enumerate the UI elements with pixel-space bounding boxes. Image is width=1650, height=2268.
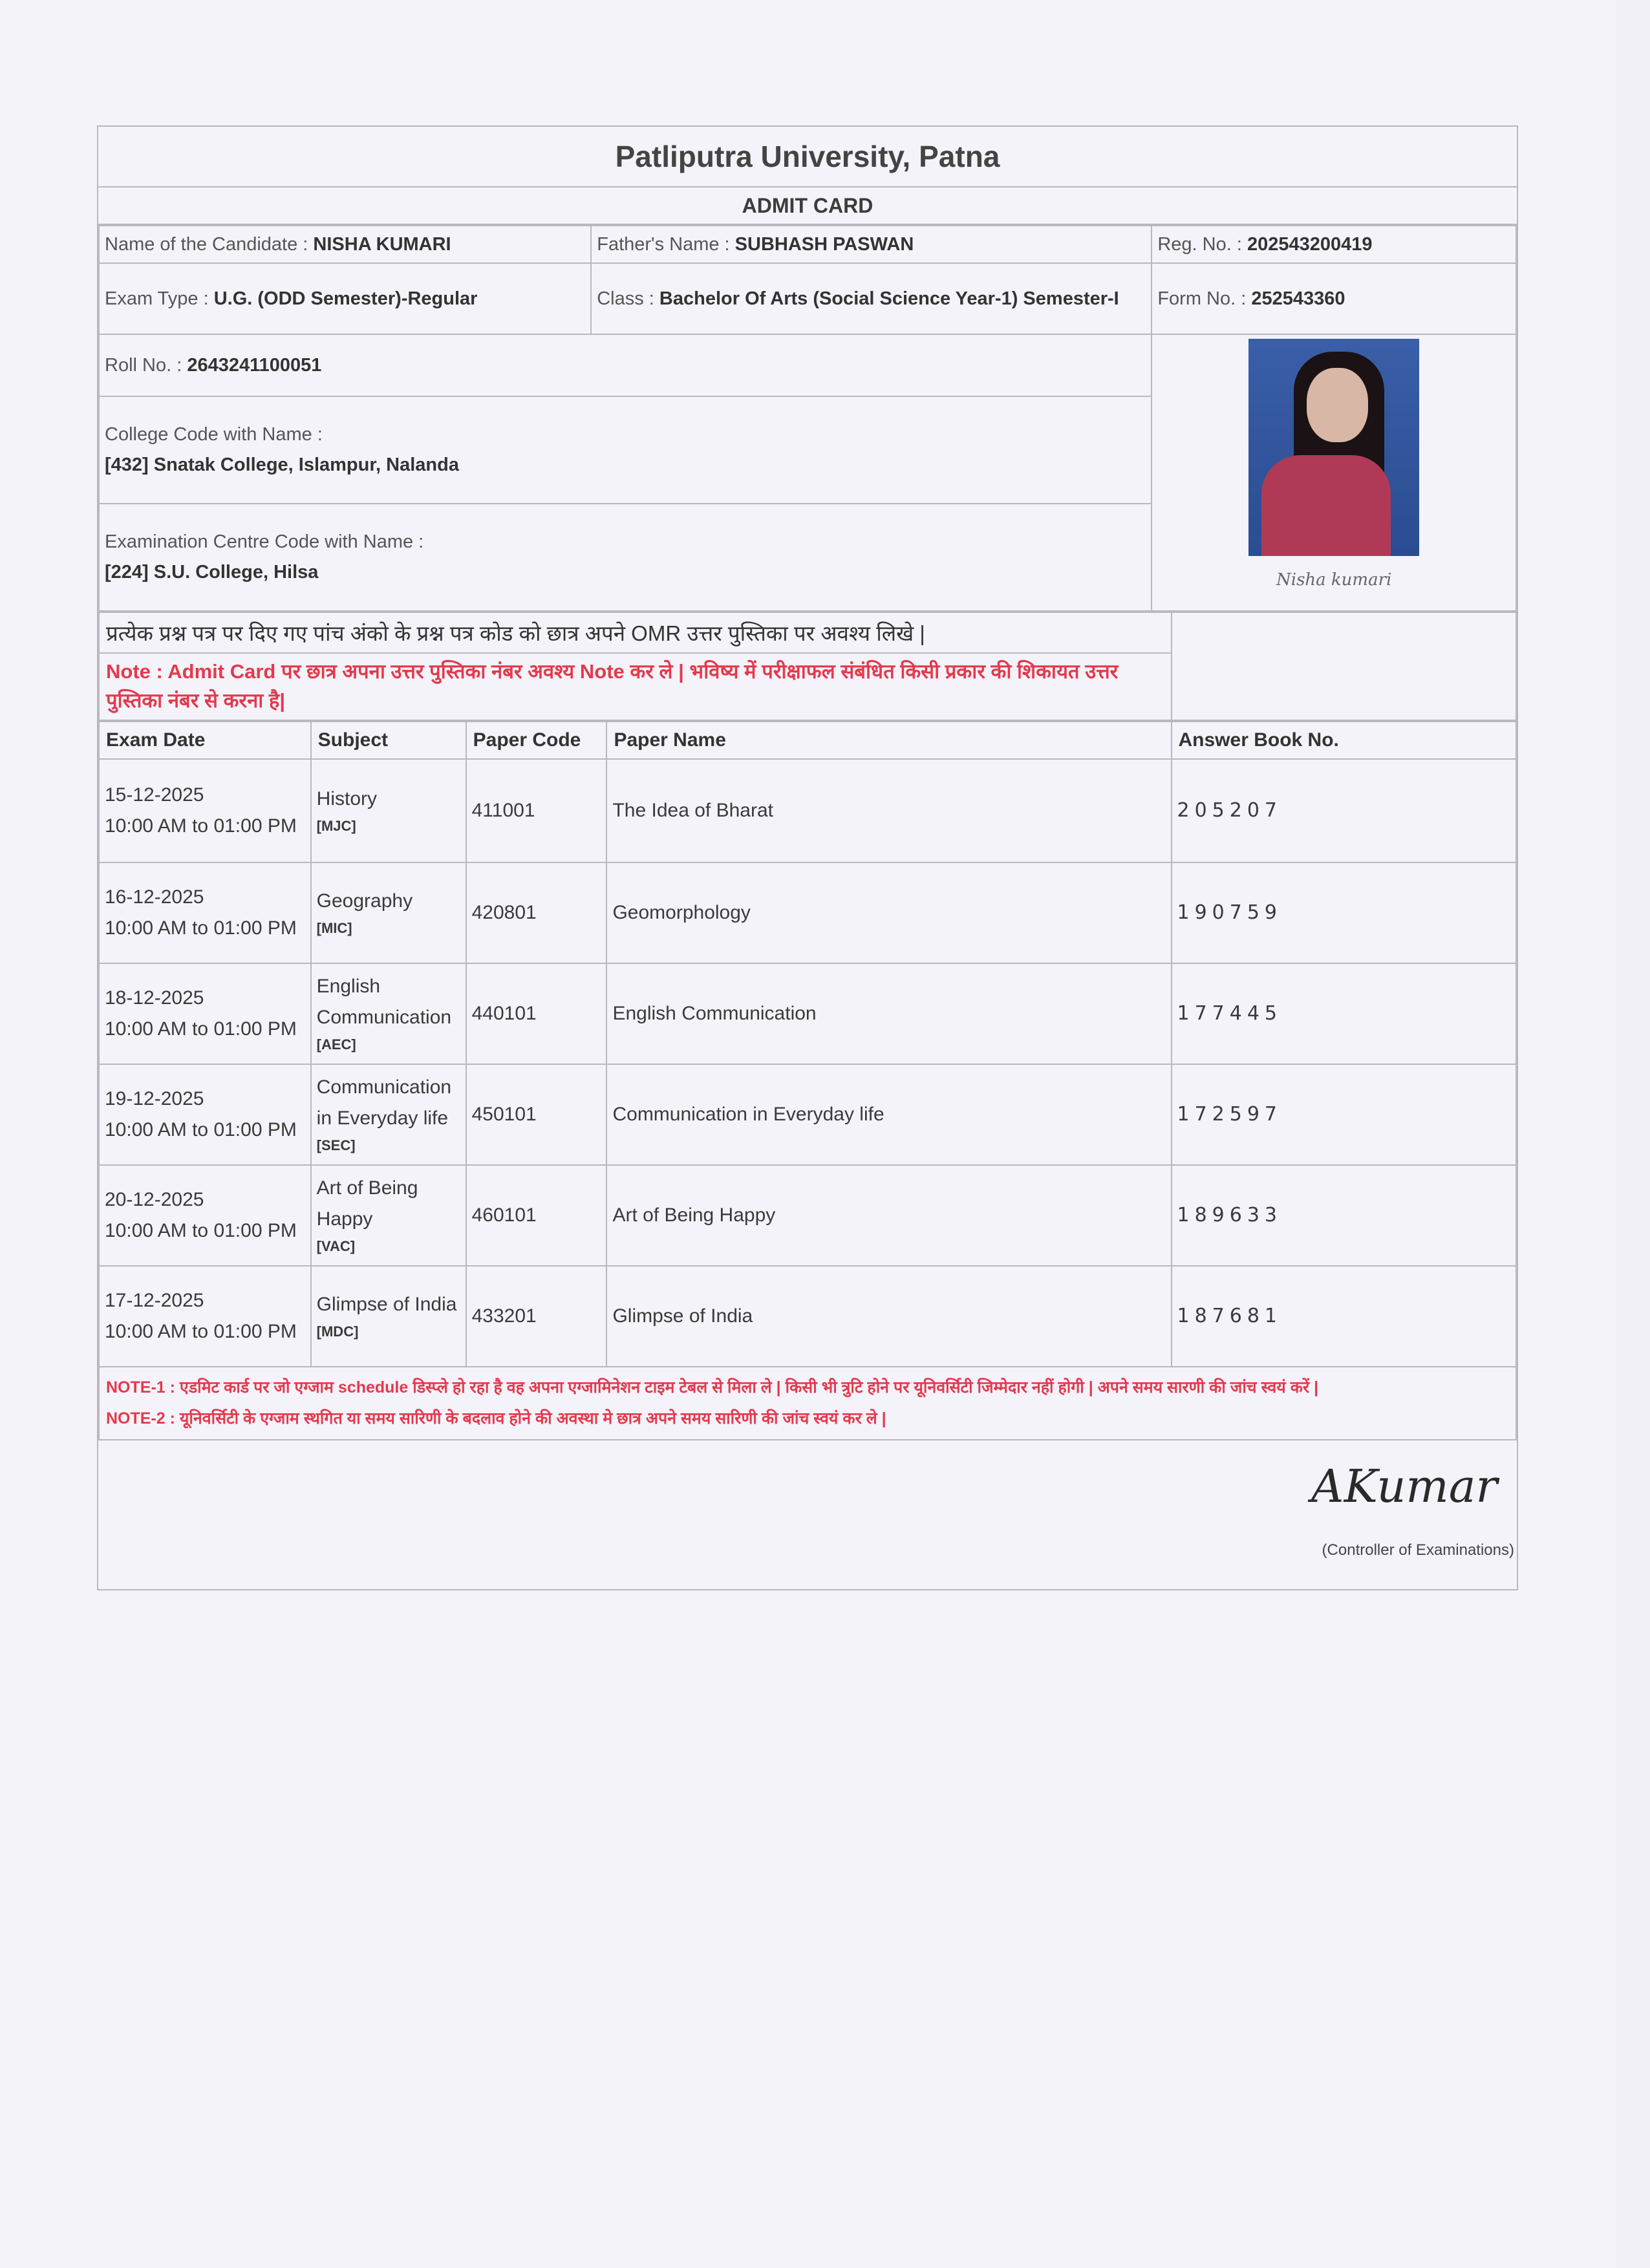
father-name-cell: Father's Name : SUBHASH PASWAN xyxy=(591,226,1152,263)
roll-no: 2643241100051 xyxy=(187,354,322,376)
paper-code: 440101 xyxy=(466,963,607,1064)
candidate-photo xyxy=(1248,339,1419,556)
paper-code: 450101 xyxy=(466,1064,607,1165)
exam-date: 16-12-2025 xyxy=(105,886,204,908)
subject: History xyxy=(316,788,377,810)
paper-name: Art of Being Happy xyxy=(606,1165,1171,1266)
exam-date: 20-12-2025 xyxy=(105,1189,204,1210)
subject: Communication in Everyday life xyxy=(316,1076,452,1129)
exam-date: 19-12-2025 xyxy=(105,1088,204,1109)
subject-code: [VAC] xyxy=(316,1238,356,1255)
subject: Art of Being Happy xyxy=(316,1177,418,1230)
centre-label: Examination Centre Code with Name : xyxy=(105,531,424,552)
note-2: NOTE-2 : यूनिवर्सिटी के एग्जाम स्थगित या समय सारिणी के बदलाव होने की अवस्था मे छात्र अपने समय सारिणी की जांच स्वयं कर ले | xyxy=(106,1409,886,1428)
reg-no: 202543200419 xyxy=(1247,233,1373,255)
paper-code: 411001 xyxy=(466,759,607,862)
subject: English Communication xyxy=(316,976,452,1029)
candidate-info-table xyxy=(98,225,1517,612)
note-1: NOTE-1 : एडमिट कार्ड पर जो एग्जाम schedule डिस्प्ले हो रहा है वह अपना एग्जामिनेशन टाइम टेबल से मिला ले | किसी भी त्रुटि होने पर यूनिवर्सिटी जिम्मेदार नहीं होगी | अपने समय सारणी की जांच स्वयं करें | xyxy=(106,1378,1319,1396)
subject: Glimpse of India xyxy=(316,1294,457,1316)
exam-notes xyxy=(98,1367,1517,1439)
paper-code: 433201 xyxy=(466,1266,607,1367)
instruction-table xyxy=(98,612,1517,721)
exam-time: 10:00 AM to 01:00 PM xyxy=(105,1220,297,1241)
candidate-signature: Nisha kumari xyxy=(1276,570,1392,590)
exam-date: 17-12-2025 xyxy=(105,1290,204,1311)
paper-code: 420801 xyxy=(466,862,607,963)
reg-no-cell: Reg. No. : 202543200419 xyxy=(1152,226,1516,263)
paper-name: Geomorphology xyxy=(606,862,1171,963)
candidate-name: NISHA KUMARI xyxy=(313,233,451,255)
header-exam-date: Exam Date xyxy=(99,722,311,759)
exam-time: 10:00 AM to 01:00 PM xyxy=(105,1321,297,1342)
exam-type: U.G. (ODD Semester)-Regular xyxy=(213,288,478,309)
header-subject: Subject xyxy=(311,722,466,759)
answer-book-no: 187681 xyxy=(1172,1266,1517,1367)
class-value: Bachelor Of Arts (Social Science Year-1) Semester-I xyxy=(659,288,1119,309)
table-row xyxy=(99,963,1516,1064)
answer-book-no: 205207 xyxy=(1172,759,1517,862)
subject-code: [AEC] xyxy=(316,1036,356,1053)
subject-code: [MDC] xyxy=(316,1323,359,1340)
omr-instruction: प्रत्येक प्रश्न पत्र पर दिए गए पांच अंको के प्रश्न पत्र कोड को छात्र अपने OMR उत्तर पुस्तिका पर अवश्य लिखे | xyxy=(99,612,1172,653)
exam-time: 10:00 AM to 01:00 PM xyxy=(105,917,297,939)
exam-schedule-table xyxy=(98,721,1517,1367)
paper-code: 460101 xyxy=(466,1165,607,1266)
college-name: [432] Snatak College, Islampur, Nalanda xyxy=(105,455,459,475)
paper-name: The Idea of Bharat xyxy=(606,759,1171,862)
table-row xyxy=(99,1266,1516,1367)
paper-name: Glimpse of India xyxy=(606,1266,1171,1367)
subject-code: [MJC] xyxy=(316,818,356,835)
class-cell: Class : Bachelor Of Arts (Social Science Year-1) Semester-I xyxy=(591,263,1152,334)
exam-time: 10:00 AM to 01:00 PM xyxy=(105,815,297,837)
form-no: 252543360 xyxy=(1251,288,1345,309)
subject-code: [MIC] xyxy=(316,920,352,937)
subject-code: [SEC] xyxy=(316,1137,356,1154)
answer-book-no: 189633 xyxy=(1172,1165,1517,1266)
exam-date: 18-12-2025 xyxy=(105,987,204,1009)
exam-date: 15-12-2025 xyxy=(105,784,204,806)
table-row xyxy=(99,862,1516,963)
controller-label: (Controller of Examinations) xyxy=(1322,1541,1514,1559)
exam-time: 10:00 AM to 01:00 PM xyxy=(105,1018,297,1040)
exam-time: 10:00 AM to 01:00 PM xyxy=(105,1119,297,1140)
paper-name: English Communication xyxy=(606,963,1171,1064)
answer-book-no: 190759 xyxy=(1172,862,1517,963)
answer-book-note: Note : Admit Card पर छात्र अपना उत्तर पुस्तिका नंबर अवश्य Note कर ले | भविष्य में परीक्षाफल संबंधित किसी प्रकार की शिकायत उत्तर पुस्तिका नंबर से करना है| xyxy=(99,653,1172,720)
form-no-cell: Form No. : 252543360 xyxy=(1152,263,1516,334)
header-paper-name: Paper Name xyxy=(606,722,1171,759)
admit-card-heading: ADMIT CARD xyxy=(98,187,1517,225)
table-row xyxy=(99,759,1516,862)
father-name: SUBHASH PASWAN xyxy=(734,233,914,255)
header-answer-book: Answer Book No. xyxy=(1172,722,1517,759)
university-title: Patliputra University, Patna xyxy=(98,127,1517,187)
photo-cell xyxy=(1152,334,1516,611)
centre-cell xyxy=(99,504,1152,611)
table-row xyxy=(99,1165,1516,1266)
college-label: College Code with Name : xyxy=(105,424,323,445)
controller-signature: AKumar xyxy=(1311,1460,1497,1513)
roll-no-cell: Roll No. : 2643241100051 xyxy=(99,334,1152,396)
answer-book-no: 177445 xyxy=(1172,963,1517,1064)
header-paper-code: Paper Code xyxy=(466,722,607,759)
college-cell xyxy=(99,396,1152,504)
exam-type-cell: Exam Type : U.G. (ODD Semester)-Regular xyxy=(99,263,591,334)
centre-name: [224] S.U. College, Hilsa xyxy=(105,562,319,583)
admit-card xyxy=(97,125,1518,1590)
signature-area xyxy=(98,1439,1517,1589)
candidate-name-cell: Name of the Candidate : NISHA KUMARI xyxy=(99,226,591,263)
subject: Geography xyxy=(316,890,413,912)
answer-book-no: 172597 xyxy=(1172,1064,1517,1165)
table-row xyxy=(99,1064,1516,1165)
paper-name: Communication in Everyday life xyxy=(606,1064,1171,1165)
